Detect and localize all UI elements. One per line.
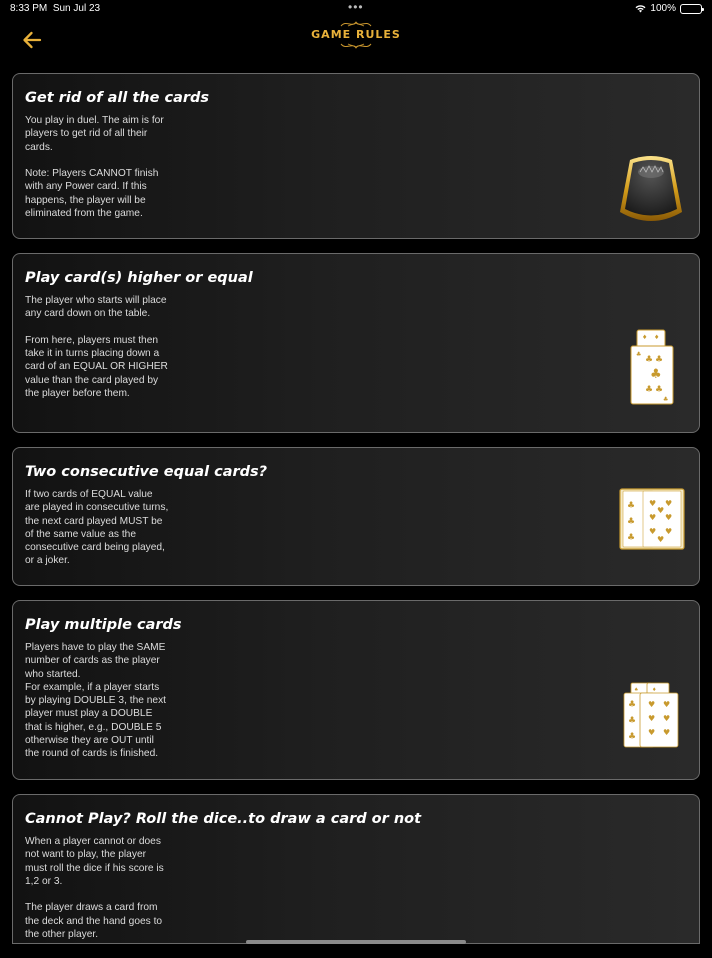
battery-icon [680,4,702,14]
svg-text:♥: ♥ [665,513,673,522]
svg-text:♣: ♣ [628,700,637,710]
svg-text:♥: ♥ [649,513,657,522]
svg-text:♥: ♥ [648,728,656,737]
rule-title: Two consecutive equal cards? [25,464,268,480]
rule-body: The player who starts will place any card down on the table. From here, players must then take it in turns placing down a card of an EQUAL OR HIGHER value than the card played by the player before them. [25,295,168,400]
status-bar [0,0,712,18]
rule-body: When a player cannot or does not want to play, the player must roll the dice if his score is 1,2 or 3. The player draws a card from the deck and the hand goes to the other player. [25,836,164,941]
multiple-cards-icon [621,681,683,749]
rule-card [12,253,700,433]
header [0,18,712,68]
svg-text:♣: ♣ [655,355,664,365]
svg-text:♠: ♠ [634,687,639,693]
svg-text:♣: ♣ [627,517,636,527]
svg-text:♣: ♣ [645,385,654,395]
rule-title: Cannot Play? Roll the dice..to draw a card or not [25,811,422,827]
ornament-bottom-icon [339,42,373,50]
playing-cards-icon [629,328,675,406]
rules-list [12,73,700,958]
rule-card [12,794,700,944]
rule-title: Play card(s) higher or equal [25,270,253,286]
svg-text:♥: ♥ [663,728,671,737]
svg-text:♥: ♥ [665,527,673,536]
rule-card [12,73,700,239]
svg-text:♣: ♣ [655,385,664,395]
svg-text:♥: ♥ [665,499,673,508]
svg-text:♣: ♣ [636,351,642,358]
svg-text:♥: ♥ [657,535,665,544]
title-wrap [0,20,712,50]
svg-text:♣: ♣ [650,367,662,382]
multitasking-dots[interactable]: ••• [348,0,364,14]
golden-table-icon [616,154,686,226]
svg-text:♣: ♣ [628,732,637,742]
rule-body: If two cards of EQUAL value are played in consecutive turns, the next card played MUST be of the same value as the consecutive card being played, or a joker. [25,489,169,567]
svg-text:♥: ♥ [648,714,656,723]
battery-percent: 100% [650,3,676,14]
svg-text:♦: ♦ [652,687,657,693]
svg-text:♥: ♥ [649,499,657,508]
svg-text:♦: ♦ [642,334,648,341]
svg-text:♣: ♣ [645,355,654,365]
rule-card [12,447,700,586]
rule-card [12,600,700,780]
svg-text:♣: ♣ [628,716,637,726]
rule-title: Play multiple cards [25,617,182,633]
wifi-icon [635,4,646,13]
rule-body: You play in duel. The aim is for players to get rid of all their cards. Note: Players CANNOT finish with any Power card. If this happens, the player will be eliminated from the game. [25,115,164,220]
svg-text:♣: ♣ [663,396,669,403]
svg-text:♦: ♦ [654,334,660,341]
svg-text:♥: ♥ [663,700,671,709]
svg-text:♥: ♥ [657,506,665,515]
page-title: GAME RULES [311,28,401,41]
svg-text:♥: ♥ [663,714,671,723]
status-right [635,3,702,14]
status-time: 8:33 PM Sun Jul 23 [10,3,101,14]
svg-text:♥: ♥ [648,700,656,709]
ornament-top-icon [339,20,373,28]
svg-text:♣: ♣ [627,533,636,543]
svg-text:♥: ♥ [649,527,657,536]
home-indicator[interactable] [246,940,466,944]
equal-cards-icon [619,488,685,550]
rule-title: Get rid of all the cards [25,90,210,106]
svg-text:♣: ♣ [627,501,636,511]
rule-body: Players have to play the SAME number of cards as the player who started. For example, if a player starts by playing DOUBLE 3, the next player must play a DOUBLE that is higher, e.g., DOUBLE 5 otherwise they are OUT until the round of cards is finished. [25,642,167,760]
